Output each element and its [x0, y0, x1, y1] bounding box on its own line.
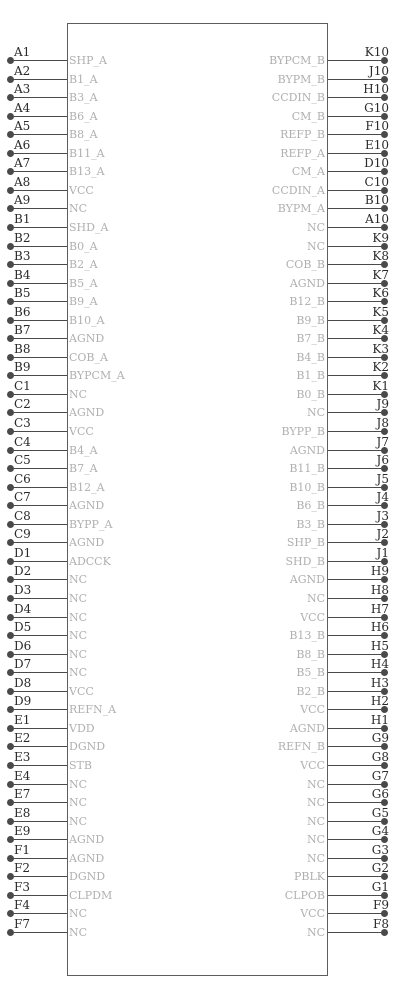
- pin-number: K4: [372, 323, 389, 338]
- pin-lead-line: [328, 153, 385, 154]
- pin-number: D10: [364, 156, 389, 171]
- pin-signal-name: COB_A: [69, 350, 108, 364]
- pin-number: F2: [14, 861, 30, 876]
- pin-lead-line: [328, 357, 385, 358]
- pin-number: H8: [370, 583, 389, 597]
- pin-signal-name: BYPP_A: [69, 517, 113, 531]
- pin-signal-name: NC: [306, 221, 325, 234]
- pin-number: K2: [372, 360, 389, 375]
- pin-lead-line: [328, 283, 385, 284]
- pin-number: D4: [14, 601, 32, 616]
- pin-signal-name: PBLK: [293, 870, 325, 884]
- pin-lead-line: [328, 932, 385, 933]
- pin-number: D8: [14, 675, 32, 690]
- pin-number: B3: [14, 249, 31, 264]
- pin-signal-name: B5_B: [296, 666, 325, 680]
- pin-number: K1: [372, 378, 389, 393]
- pin-signal-name: NC: [69, 666, 88, 680]
- pin-number: G7: [371, 768, 389, 783]
- pin-signal-name: AGND: [69, 499, 105, 513]
- pin-number: D9: [14, 694, 32, 709]
- pin-signal-name: SHP_A: [69, 54, 107, 67]
- pin-signal-name: NC: [306, 406, 325, 420]
- pin-signal-name: STB: [69, 758, 92, 772]
- pin-signal-name: NC: [306, 592, 325, 605]
- pin-signal-name: CCDIN_B: [271, 91, 325, 105]
- pin-signal-name: B1_B: [296, 369, 325, 383]
- pin-number: C4: [14, 434, 31, 449]
- pin-signal-name: NC: [306, 851, 325, 865]
- pin-lead-line: [328, 579, 385, 580]
- pin-lead-line: [328, 709, 385, 710]
- pin-number: D7: [14, 657, 32, 672]
- pin-number: K7: [372, 267, 389, 282]
- pin-number: E3: [14, 749, 31, 764]
- pin-number: B2: [14, 230, 31, 245]
- pin-lead-line: [328, 116, 385, 117]
- pin-signal-name: B0_B: [296, 387, 325, 401]
- pin-number: G8: [371, 749, 389, 764]
- pin-lead-line: [328, 264, 385, 265]
- pin-number: K6: [372, 286, 389, 301]
- pin-lead-line: [328, 635, 385, 636]
- pin-signal-name: NC: [306, 239, 325, 253]
- pin-signal-name: AGND: [69, 851, 105, 865]
- pin-signal-name: AGND: [69, 536, 105, 550]
- pin-lead-line: [328, 487, 385, 488]
- pin-signal-name: CLPOB: [284, 888, 325, 902]
- pin-number: C8: [14, 508, 31, 523]
- pin-signal-name: B6_A: [69, 109, 98, 123]
- pin-lead-line: [328, 524, 385, 525]
- pin-signal-name: DGND: [69, 870, 106, 884]
- pin-number: H7: [370, 601, 389, 616]
- pin-signal-name: BYPCM_B: [269, 54, 325, 67]
- pin-number: J9: [376, 397, 389, 412]
- pin-signal-name: BYPCM_A: [69, 369, 125, 383]
- pin-number: B10: [364, 193, 389, 208]
- pin-number: H2: [370, 694, 389, 709]
- pin-lead-line: [328, 895, 385, 896]
- pin-signal-name: NC: [69, 796, 88, 809]
- pin-number: B4: [14, 267, 31, 282]
- pin-number: G10: [364, 100, 389, 115]
- pin-signal-name: REFP_A: [280, 146, 325, 160]
- pin-number: F9: [373, 898, 389, 913]
- pin-signal-name: B3_B: [296, 517, 325, 531]
- pin-signal-name: CM_A: [291, 165, 325, 179]
- pin-number: E8: [14, 805, 31, 820]
- pin-signal-name: NC: [306, 814, 325, 828]
- pin-number: G4: [371, 824, 389, 839]
- pin-number: G3: [371, 842, 389, 857]
- pin-lead-line: [328, 691, 385, 692]
- pin-signal-name: CCDIN_A: [271, 183, 325, 197]
- pin-lead-line: [328, 542, 385, 543]
- pin-lead-line: [328, 79, 385, 80]
- pin-number: F7: [14, 916, 30, 931]
- pin-number: D6: [14, 638, 32, 653]
- pin-signal-name: AGND: [289, 721, 325, 735]
- pin-number: A5: [14, 119, 31, 134]
- pin-lead-line: [328, 561, 385, 562]
- pin-number: J8: [376, 416, 389, 430]
- pin-number: A1: [14, 45, 31, 59]
- pin-lead-line: [328, 431, 385, 432]
- pin-lead-line: [328, 450, 385, 451]
- pin-lead-line: [328, 171, 385, 172]
- pin-number: H9: [370, 564, 389, 579]
- pin-number: B5: [14, 286, 31, 301]
- pin-number: E7: [14, 787, 31, 801]
- pin-signal-name: B9_B: [296, 313, 325, 327]
- pin-number: A10: [365, 212, 389, 226]
- pin-number: H1: [370, 712, 389, 727]
- pin-signal-name: VCC: [300, 703, 325, 717]
- pin-number: H4: [370, 657, 389, 672]
- pin-number: D2: [14, 564, 32, 579]
- pin-lead-line: [328, 246, 385, 247]
- pin-number: J4: [376, 490, 389, 505]
- pin-signal-name: B3_A: [69, 91, 98, 105]
- pin-number: C2: [14, 397, 31, 412]
- pin-number: J2: [376, 527, 389, 542]
- pin-lead-line: [328, 375, 385, 376]
- pin-signal-name: REFN_B: [277, 740, 325, 754]
- pin-lead-line: [328, 728, 385, 729]
- pin-number: K10: [364, 45, 389, 59]
- pin-number: J1: [376, 545, 389, 560]
- pin-signal-name: B10_A: [69, 313, 105, 327]
- pin-number: B7: [14, 323, 31, 338]
- pin-signal-name: VCC: [69, 684, 94, 698]
- pin-lead-line: [328, 227, 385, 228]
- pin-number: F3: [14, 879, 30, 894]
- pin-signal-name: AGND: [289, 573, 325, 587]
- pin-number: F4: [14, 898, 30, 913]
- pin-lead-line: [328, 338, 385, 339]
- pin-number: D1: [14, 545, 32, 560]
- pin-number: H6: [370, 620, 389, 635]
- pin-number: C3: [14, 416, 31, 430]
- pin-signal-name: AGND: [69, 833, 105, 847]
- pin-number: J7: [376, 434, 389, 449]
- pin-number: B8: [14, 341, 31, 356]
- pin-signal-name: BYPP_B: [281, 425, 325, 438]
- pin-lead-line: [328, 208, 385, 209]
- pin-number: E9: [14, 824, 31, 839]
- pin-signal-name: VCC: [300, 610, 325, 624]
- pin-signal-name: VCC: [300, 907, 325, 921]
- pin-lead-line: [328, 654, 385, 655]
- pin-signal-name: AGND: [289, 443, 325, 457]
- pin-lead-line: [328, 412, 385, 413]
- pin-signal-name: B4_B: [296, 350, 325, 364]
- pin-lead-line: [328, 784, 385, 785]
- pin-signal-name: B7_A: [69, 462, 98, 476]
- pin-signal-name: CLPDM: [69, 888, 113, 902]
- right-pin: [0, 323, 402, 346]
- pin-number: A3: [14, 82, 31, 97]
- pin-number: C10: [364, 174, 389, 189]
- pin-number: D5: [14, 620, 32, 635]
- pin-number: K9: [372, 230, 389, 245]
- pin-number: F8: [373, 916, 389, 931]
- pin-lead-line: [328, 765, 385, 766]
- pin-signal-name: B13_B: [289, 629, 325, 643]
- pin-signal-name: NC: [69, 387, 88, 401]
- pin-signal-name: ADCCK: [69, 554, 111, 568]
- pin-signal-name: VCC: [69, 183, 94, 197]
- pin-number: E1: [14, 712, 31, 727]
- pin-number: B6: [14, 304, 31, 319]
- pin-number: J6: [376, 453, 389, 468]
- pin-number: C6: [14, 471, 31, 486]
- pin-signal-name: NC: [69, 629, 88, 643]
- pin-signal-name: COB_B: [285, 258, 325, 272]
- pin-lead-line: [328, 746, 385, 747]
- pin-number: A8: [14, 174, 31, 189]
- pin-lead-line: [328, 394, 385, 395]
- pin-number: E4: [14, 768, 31, 783]
- pin-signal-name: NC: [69, 925, 88, 939]
- pin-number: G9: [371, 731, 389, 746]
- pin-number: B9: [14, 360, 31, 375]
- pin-signal-name: VCC: [300, 758, 325, 772]
- pin-signal-name: NC: [306, 925, 325, 939]
- pin-signal-name: B11_B: [289, 462, 325, 476]
- pin-number: C9: [14, 527, 31, 542]
- pin-signal-name: NC: [306, 796, 325, 809]
- pin-number: G6: [371, 787, 389, 801]
- pin-number: J5: [376, 471, 389, 486]
- pin-lead-line: [328, 134, 385, 135]
- pin-lead-line: [328, 468, 385, 469]
- pin-signal-name: NC: [69, 777, 88, 791]
- pin-lead-line: [328, 598, 385, 599]
- pin-signal-name: NC: [69, 647, 88, 661]
- pin-number: E10: [364, 137, 389, 152]
- pin-signal-name: B11_A: [69, 146, 105, 160]
- pin-signal-name: NC: [306, 833, 325, 847]
- pin-signal-name: NC: [69, 907, 88, 921]
- pin-signal-name: NC: [69, 202, 88, 216]
- pin-lead-line: [328, 876, 385, 877]
- pin-number: A6: [14, 137, 31, 152]
- pin-signal-name: BYPM_B: [277, 72, 325, 86]
- pin-signal-name: REFP_B: [280, 128, 325, 142]
- pin-number: A2: [14, 63, 31, 78]
- pin-lead-line: [328, 505, 385, 506]
- pin-signal-name: B0_A: [69, 239, 98, 253]
- pin-signal-name: AGND: [69, 332, 105, 346]
- pin-lead-line: [328, 617, 385, 618]
- pin-signal-name: DGND: [69, 740, 106, 754]
- pin-lead-line: [328, 97, 385, 98]
- pin-number: H5: [370, 638, 389, 653]
- pin-number: B1: [14, 212, 31, 226]
- pin-signal-name: B1_A: [69, 72, 98, 86]
- pin-signal-name: B12_A: [69, 480, 105, 494]
- pin-signal-name: B5_A: [69, 276, 98, 290]
- pin-number: F1: [14, 842, 30, 857]
- pin-lead-line: [328, 858, 385, 859]
- pin-lead-line: [328, 839, 385, 840]
- pin-signal-name: B2_A: [69, 258, 98, 272]
- pin-number: C1: [14, 378, 31, 393]
- pin-number: A7: [14, 156, 31, 171]
- pin-lead-line: [328, 672, 385, 673]
- pin-signal-name: B4_A: [69, 443, 98, 457]
- pin-signal-name: B8_B: [296, 647, 325, 661]
- pin-lead-line: [328, 190, 385, 191]
- pin-lead-line: [328, 320, 385, 321]
- pin-signal-name: NC: [69, 573, 88, 587]
- pin-signal-name: REFN_A: [69, 703, 117, 717]
- pin-number: J3: [376, 508, 389, 523]
- pin-number: G1: [371, 879, 389, 894]
- pin-number: D3: [14, 583, 32, 597]
- pin-signal-name: CM_B: [291, 109, 325, 123]
- pin-number: K5: [372, 304, 389, 319]
- pin-number: K3: [372, 341, 389, 356]
- pin-lead-line: [328, 60, 385, 61]
- pin-signal-name: SHD_A: [69, 221, 109, 234]
- pin-signal-name: AGND: [69, 406, 105, 420]
- pin-number: H10: [363, 82, 389, 97]
- pin-lead-line: [328, 802, 385, 803]
- pin-number: A4: [14, 100, 31, 115]
- pin-signal-name: B2_B: [296, 684, 325, 698]
- pin-signal-name: NC: [69, 610, 88, 624]
- pin-number: J10: [368, 63, 389, 78]
- pin-number: A9: [14, 193, 31, 208]
- pin-number: G2: [371, 861, 389, 876]
- pin-signal-name: NC: [69, 592, 88, 605]
- pin-signal-name: B13_A: [69, 165, 105, 179]
- pin-number: E2: [14, 731, 31, 746]
- pin-lead-line: [328, 301, 385, 302]
- pin-number: C5: [14, 453, 31, 468]
- pin-signal-name: B9_A: [69, 295, 98, 309]
- pin-signal-name: NC: [69, 814, 88, 828]
- pin-signal-name: NC: [306, 777, 325, 791]
- pin-signal-name: B6_B: [296, 499, 325, 513]
- pin-lead-line: [328, 913, 385, 914]
- pin-signal-name: SHD_B: [285, 554, 325, 568]
- pin-signal-name: VDD: [69, 721, 95, 735]
- pin-signal-name: VCC: [69, 425, 94, 438]
- pin-signal-name: B7_B: [296, 332, 325, 346]
- pin-signal-name: B12_B: [289, 295, 325, 309]
- pin-signal-name: SHP_B: [286, 536, 325, 550]
- pin-number: G5: [371, 805, 389, 820]
- pin-number: C7: [14, 490, 31, 505]
- pin-number: F10: [365, 119, 389, 134]
- pin-signal-name: B8_A: [69, 128, 98, 142]
- pin-signal-name: AGND: [289, 276, 325, 290]
- pin-signal-name: B10_B: [289, 480, 325, 494]
- pin-signal-name: BYPM_A: [277, 202, 325, 216]
- pin-number: H3: [370, 675, 389, 690]
- pin-lead-line: [328, 821, 385, 822]
- pin-number: K8: [372, 249, 389, 264]
